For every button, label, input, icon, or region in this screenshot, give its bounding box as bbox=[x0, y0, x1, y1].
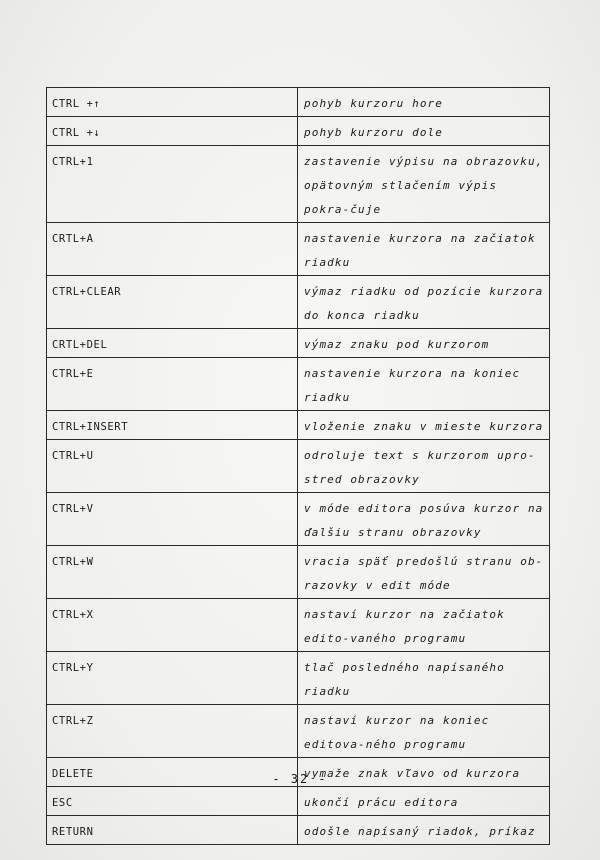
description-cell: vloženie znaku v mieste kurzora bbox=[298, 411, 550, 440]
key-cell: CTRL +↓ bbox=[47, 117, 298, 146]
description-cell: odroluje text s kurzorom upro-stred obrazovky bbox=[298, 440, 550, 493]
table-row bbox=[47, 493, 550, 546]
table-row bbox=[47, 440, 550, 493]
description-cell: nastavenie kurzora na začiatok riadku bbox=[298, 223, 550, 276]
key-cell: CTRL+CLEAR bbox=[47, 276, 298, 329]
description-cell: výmaz riadku od pozície kurzora do konca riadku bbox=[298, 276, 550, 329]
key-cell: CTRL+Z bbox=[47, 705, 298, 758]
key-cell: CTRL+V bbox=[47, 493, 298, 546]
table-row bbox=[47, 146, 550, 223]
key-shortcut-table-body bbox=[47, 88, 550, 845]
key-shortcut-table bbox=[46, 87, 550, 845]
page-number: - 32 - bbox=[272, 772, 328, 786]
description-cell: pohyb kurzoru dole bbox=[298, 117, 550, 146]
key-cell: ESC bbox=[47, 787, 298, 816]
table-row bbox=[47, 599, 550, 652]
key-cell: CTRL+Y bbox=[47, 652, 298, 705]
table-row bbox=[47, 117, 550, 146]
description-cell: zastavenie výpisu na obrazovku, opätovným stlačením výpis pokra-čuje bbox=[298, 146, 550, 223]
table-row bbox=[47, 411, 550, 440]
description-cell: v móde editora posúva kurzor na ďalšiu stranu obrazovky bbox=[298, 493, 550, 546]
table-row bbox=[47, 358, 550, 411]
table-row bbox=[47, 88, 550, 117]
description-cell: nastaví kurzor na koniec editova-ného programu bbox=[298, 705, 550, 758]
key-cell: CTRL+X bbox=[47, 599, 298, 652]
key-cell: RETURN bbox=[47, 816, 298, 845]
description-cell: nastaví kurzor na začiatok edito-vaného programu bbox=[298, 599, 550, 652]
key-cell: CRTL+A bbox=[47, 223, 298, 276]
description-cell: tlač posledného napísaného riadku bbox=[298, 652, 550, 705]
table-row bbox=[47, 546, 550, 599]
key-cell: CTRL+U bbox=[47, 440, 298, 493]
key-cell: CTRL +↑ bbox=[47, 88, 298, 117]
table-row bbox=[47, 329, 550, 358]
table-row bbox=[47, 816, 550, 845]
description-cell: nastavenie kurzora na koniec riadku bbox=[298, 358, 550, 411]
description-cell: vymaže znak vľavo od kurzora bbox=[298, 758, 550, 787]
key-cell: CTRL+1 bbox=[47, 146, 298, 223]
table-row bbox=[47, 223, 550, 276]
key-cell: DELETE bbox=[47, 758, 298, 787]
description-cell: vracia späť predošlú stranu ob-razovky v edit móde bbox=[298, 546, 550, 599]
description-cell: pohyb kurzoru hore bbox=[298, 88, 550, 117]
key-cell: CTRL+W bbox=[47, 546, 298, 599]
key-cell: CTRL+INSERT bbox=[47, 411, 298, 440]
description-cell: odošle napísaný riadok, príkaz bbox=[298, 816, 550, 845]
description-cell: výmaz znaku pod kurzorom bbox=[298, 329, 550, 358]
table-row bbox=[47, 787, 550, 816]
key-cell: CTRL+E bbox=[47, 358, 298, 411]
table-row bbox=[47, 652, 550, 705]
description-cell: ukončí prácu editora bbox=[298, 787, 550, 816]
key-cell: CRTL+DEL bbox=[47, 329, 298, 358]
table-row bbox=[47, 705, 550, 758]
table-row bbox=[47, 276, 550, 329]
